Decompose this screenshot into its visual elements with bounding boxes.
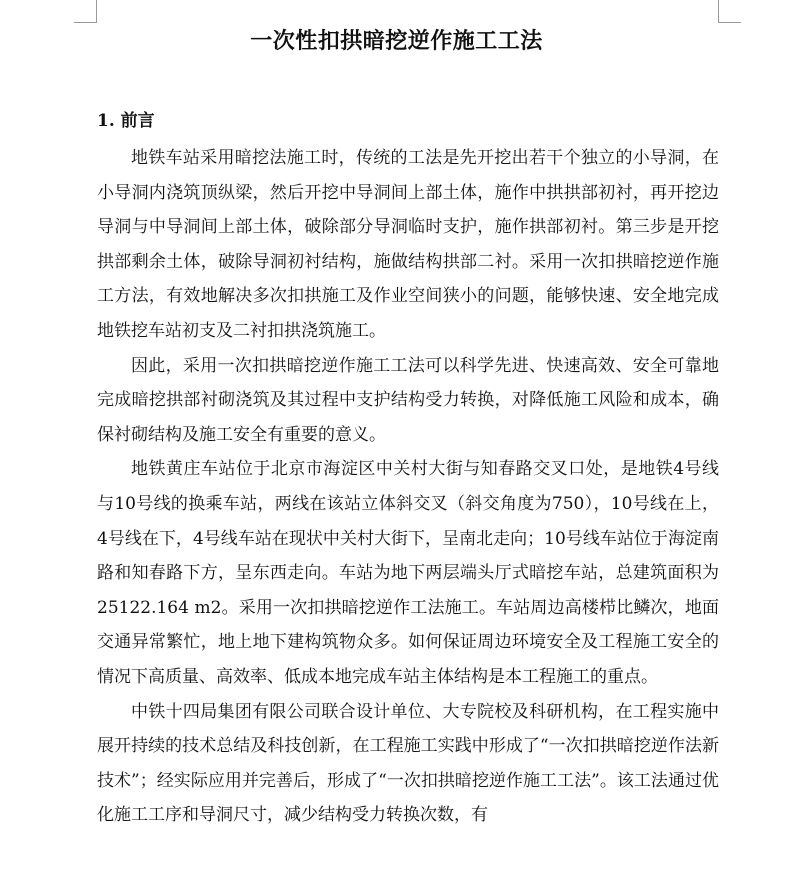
page-margin-corner-top-right [718, 0, 741, 23]
paragraph-2: 因此，采用一次扣拱暗挖逆作施工工法可以科学先进、快速高效、安全可靠地完成暗挖拱部衬砌浇筑及其过程中支护结构受力转换，对降低施工风险和成本，确保衬砌结构及施工安全有重要的意义。 [97, 355, 719, 445]
document-body [97, 141, 719, 833]
section-heading: 1. 前言 [97, 111, 155, 131]
document-title: 一次性扣拱暗挖逆作施工工法 [250, 28, 543, 54]
paragraph-3: 地铁黄庄车站位于北京市海淀区中关村大街与知春路交叉口处，是地铁4号线与10号线的换乘车站，两线在该站立体斜交叉（斜交角度为750），10号线在上，4号线在下，4号线车站在现状中关村大街下，呈南北走向；10号线车站位于海淀南路和知春路下方，呈东西走向。车站为地下两层端头厅式暗挖车站，总建筑面积为25122.164 m2。采用一次扣拱暗挖逆作工法施工。车站周边高楼栉比鳞次，地面交通异常繁忙，地上地下建构筑物众多。如何保证周边环境安全及工程施工安全的情况下高质量、高效率、低成本地完成车站主体结构是本工程施工的重点。 [97, 459, 719, 687]
paragraph-4: 中铁十四局集团有限公司联合设计单位、大专院校及科研机构，在工程实施中展开持续的技术总结及科技创新，在工程施工实践中形成了“一次扣拱暗挖逆作法新技术”；经实际应用并完善后，形成了“一次扣拱暗挖逆作施工工法”。该工法通过优化施工工序和导洞尺寸，减少结构受力转换次数，有 [97, 701, 719, 826]
page-margin-corner-top-left [74, 0, 97, 23]
paragraph-1: 地铁车站采用暗挖法施工时，传统的工法是先开挖出若干个独立的小导洞，在小导洞内浇筑顶纵梁，然后开挖中导洞间上部土体，施作中拱拱部初衬，再开挖边导洞与中导洞间上部土体，破除部分导洞临时支护，施作拱部初衬。第三步是开挖拱部剩余土体，破除导洞初衬结构，施做结构拱部二衬。采用一次扣拱暗挖逆作施工方法，有效地解决多次扣拱施工及作业空间狭小的问题，能够快速、安全地完成地铁挖车站初支及二衬扣拱浇筑施工。 [97, 148, 719, 341]
